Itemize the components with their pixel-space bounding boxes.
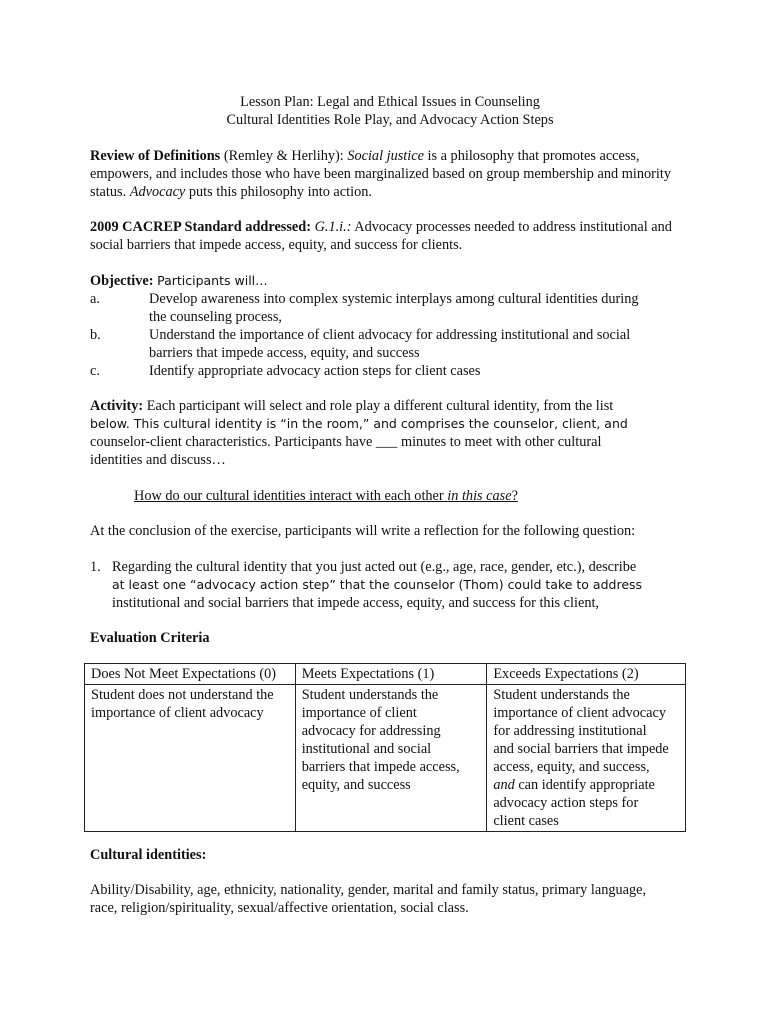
objective-letter: b. [90, 327, 101, 343]
table-cell-exceeds [487, 685, 686, 832]
review-text-2: puts this philosophy into action. [185, 184, 372, 200]
title-line-2: Cultural Identities Role Play, and Advocacy Action Steps [226, 112, 554, 128]
cell-text: can identify appropriate [514, 777, 655, 793]
reflection-line: institutional and social barriers that impede access, equity, and success for this client, [112, 595, 600, 611]
objective-text-line: the counseling process, [149, 309, 283, 325]
objective-text-line: Develop awareness into complex systemic interplays among cultural identities during [149, 291, 639, 307]
cell-line: equity, and success [301, 777, 411, 793]
table-header-cell: Exceeds Expectations (2) [487, 664, 686, 685]
cultural-heading-text: Cultural identities: [90, 847, 207, 863]
cell-line: Student does not understand the [91, 687, 274, 703]
question-text: How do our cultural identities interact with each other [134, 488, 448, 504]
review-text-1: is a philosophy that promotes access, empowers, and includes those who have been marginalized based on group membership and minority status. [90, 148, 671, 200]
objective-intro: Participants will… [157, 273, 268, 288]
cell-line: Student understands the [301, 687, 439, 703]
activity-line-2 [90, 415, 690, 433]
cell-line: client cases [493, 813, 559, 829]
evaluation-heading-text: Evaluation Criteria [90, 630, 210, 646]
question-emphasis: in this case [447, 488, 512, 504]
activity-text: identities and discuss… [90, 452, 226, 468]
reflection-line: Regarding the cultural identity that you just acted out (e.g., age, race, gender, etc.), describe [112, 559, 637, 575]
review-definitions [90, 147, 690, 201]
table-header-row [85, 664, 686, 685]
cell-line: advocacy action steps for [493, 795, 639, 811]
cell-line: barriers that impede access, [301, 759, 460, 775]
standard-label: 2009 CACREP Standard addressed: [90, 219, 315, 235]
cell-line: Student understands the [493, 687, 630, 703]
cultural-identities-heading [90, 846, 690, 864]
review-label: Review of Definitions [90, 148, 221, 164]
table-header-cell: Meets Expectations (1) [295, 664, 487, 685]
cell-line [493, 776, 679, 794]
activity-text: Each participant will select and role play a different cultural identity, from the list [143, 398, 614, 414]
objective-letter: a. [90, 291, 100, 307]
activity-label: Activity: [90, 398, 144, 414]
objective-heading [90, 272, 690, 290]
cell-line: for addressing institutional [493, 723, 647, 739]
evaluation-table [84, 663, 686, 832]
table-cell-meets [295, 685, 487, 832]
activity-text: below. This cultural identity is “in the room,” and comprises the counselor, client, and [90, 416, 628, 431]
conclusion-text: At the conclusion of the exercise, participants will write a reflection for the following question: [90, 523, 636, 539]
table-cell-does-not-meet [85, 685, 296, 832]
objective-text-line: Understand the importance of client advocacy for addressing institutional and social [149, 327, 631, 343]
activity-line-3: counselor-client characteristics. Participants have ___ minutes to meet with other cultural [90, 434, 602, 450]
cell-line: importance of client advocacy [493, 705, 666, 721]
cacrep-standard [90, 218, 690, 254]
review-source: (Remley & Herlihy): [220, 148, 348, 164]
standard-code: G.1.i.: [314, 219, 352, 235]
question-mark: ? [511, 488, 518, 504]
objective-letter: c. [90, 363, 100, 379]
table-row [85, 685, 686, 832]
objective-text-line: Identify appropriate advocacy action steps for client cases [149, 363, 481, 379]
cell-line: advocacy for addressing [301, 723, 441, 739]
standard-text: Advocacy processes needed to address institutional and social barriers that impede access, equity, and success for clients. [90, 219, 672, 253]
cell-emphasis: and [493, 777, 515, 793]
title-line-1: Lesson Plan: Legal and Ethical Issues in Counseling [240, 94, 540, 110]
activity-line-4 [90, 451, 690, 469]
objective-text-line: barriers that impede access, equity, and success [149, 345, 420, 361]
cell-line: institutional and social [301, 741, 432, 757]
activity-line-1 [90, 397, 690, 415]
reflection-number: 1. [90, 559, 101, 575]
cultural-identities-line-2: race, religion/spirituality, sexual/affective orientation, social class. [90, 900, 469, 916]
evaluation-heading [90, 629, 690, 647]
cultural-identities-line-1: Ability/Disability, age, ethnicity, nationality, gender, marital and family status, primary language, [90, 882, 647, 898]
objective-label: Objective: [90, 273, 158, 289]
review-term-social-justice: Social justice [347, 148, 424, 164]
reflection-line: at least one “advocacy action step” that the counselor (Thom) could take to address [112, 577, 643, 592]
cell-line: importance of client advocacy [91, 705, 264, 721]
cell-line: importance of client [301, 705, 417, 721]
cell-line: and social barriers that impede [493, 741, 669, 757]
cell-line: access, equity, and success, [493, 759, 650, 775]
discussion-question [134, 487, 694, 505]
review-term-advocacy: Advocacy [129, 184, 186, 200]
table-header-cell: Does Not Meet Expectations (0) [85, 664, 296, 685]
